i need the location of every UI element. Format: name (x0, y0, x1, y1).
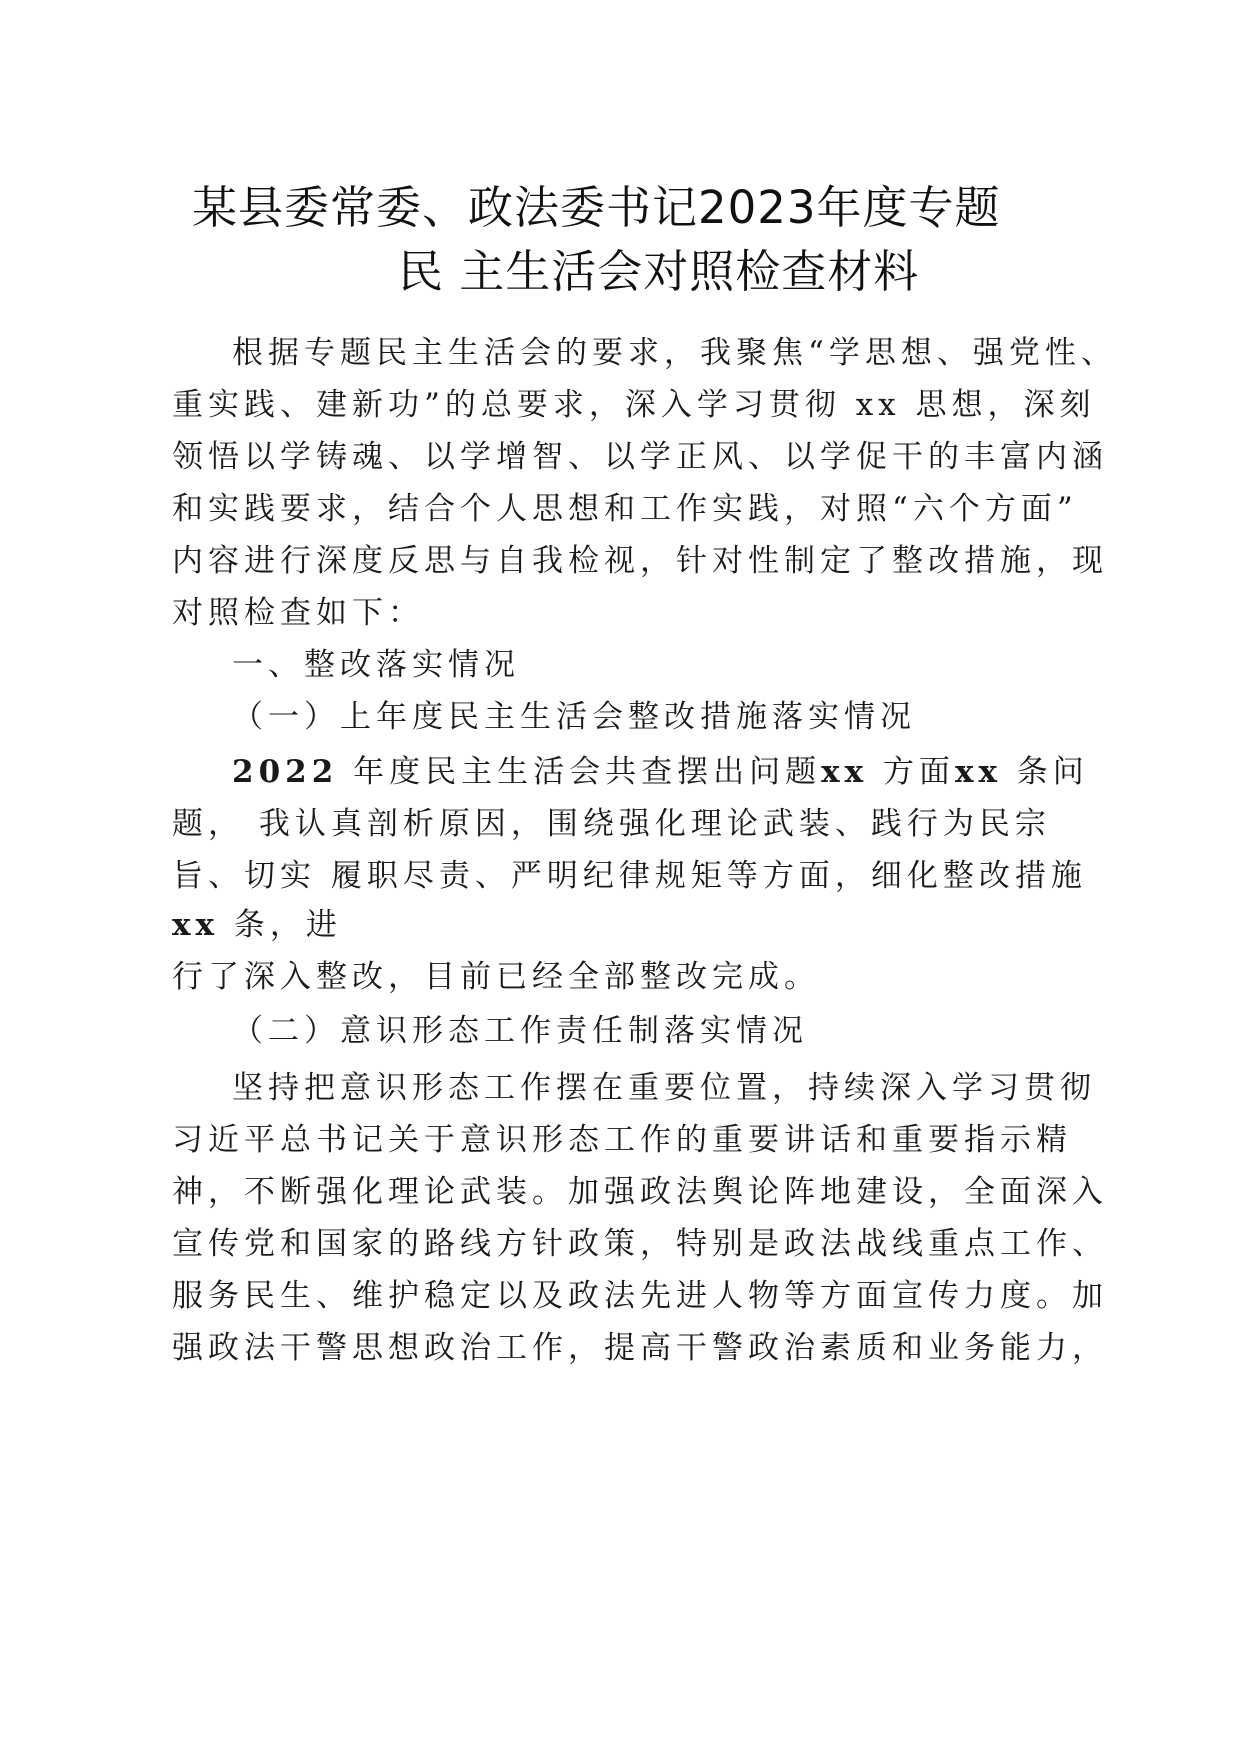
para2-line-2: 习近平总书记关于意识形态工作的重要讲话和重要指示精 (172, 1122, 1072, 1158)
section-heading-1: 一、整改落实情况 (232, 647, 520, 683)
para1-line-3: 旨、切实 履职尽责、严明纪律规矩等方面，细化整改措施 (172, 858, 1087, 894)
subsection-heading-2: （二）意识形态工作责任制落实情况 (232, 1013, 808, 1049)
para1-text-a: 年度民主生活会共查摆出问题 (338, 754, 822, 790)
para1-count-c: xx (172, 907, 219, 943)
intro-line-2: 重实践、建新功”的总要求，深入学习贯彻 xx 思想，深刻 (172, 387, 1096, 423)
intro-line-3: 领悟以学铸魂、以学增智、以学正风、以学促干的丰富内涵 (172, 439, 1108, 475)
para1-text-d: 条，进 (218, 907, 342, 943)
document-title-line-2: 民 主生活会对照检查材料 (398, 245, 920, 298)
intro-line-4: 和实践要求，结合个人思想和工作实践，对照“六个方面” (172, 491, 1078, 527)
intro-line-1: 根据专题民主生活会的要求，我聚焦“学思想、强党性、 (232, 335, 1117, 371)
para2-line-3: 神，不断强化理论武装。加强政法舆论阵地建设，全面深入 (172, 1174, 1108, 1210)
para2-line-1: 坚持把意识形态工作摆在重要位置，持续深入学习贯彻 (232, 1070, 1096, 1106)
para1-line-2: 题， 我认真剖析原因，围绕强化理论武装、践行为民宗 (172, 806, 1051, 842)
intro-line-6: 对照检查如下： (172, 595, 424, 631)
para1-line-4 (172, 905, 342, 945)
subsection-heading-1: （一）上年度民主生活会整改措施落实情况 (232, 699, 916, 735)
document-title-line-1: 某县委常委、政法委书记2023年度专题 (192, 181, 1001, 234)
para1-year: 2022 (232, 754, 339, 790)
para2-line-4: 宣传党和国家的路线方针政策，特别是政法战线重点工作、 (172, 1226, 1108, 1262)
para1-count-b: xx (954, 754, 1002, 790)
para2-line-5: 服务民生、维护稳定以及政法先进人物等方面宣传力度。加 (172, 1278, 1108, 1314)
para1-line-1 (232, 752, 1089, 792)
para1-line-5: 行了深入整改，目前已经全部整改完成。 (172, 959, 820, 995)
para1-text-b: 方面 (868, 754, 955, 790)
para1-text-c: 条问 (1001, 754, 1089, 790)
para1-count-a: xx (821, 754, 869, 790)
para2-line-6: 强政法干警思想政治工作，提高干警政治素质和业务能力， (172, 1330, 1108, 1366)
intro-line-5: 内容进行深度反思与自我检视，针对性制定了整改措施，现 (172, 543, 1108, 579)
